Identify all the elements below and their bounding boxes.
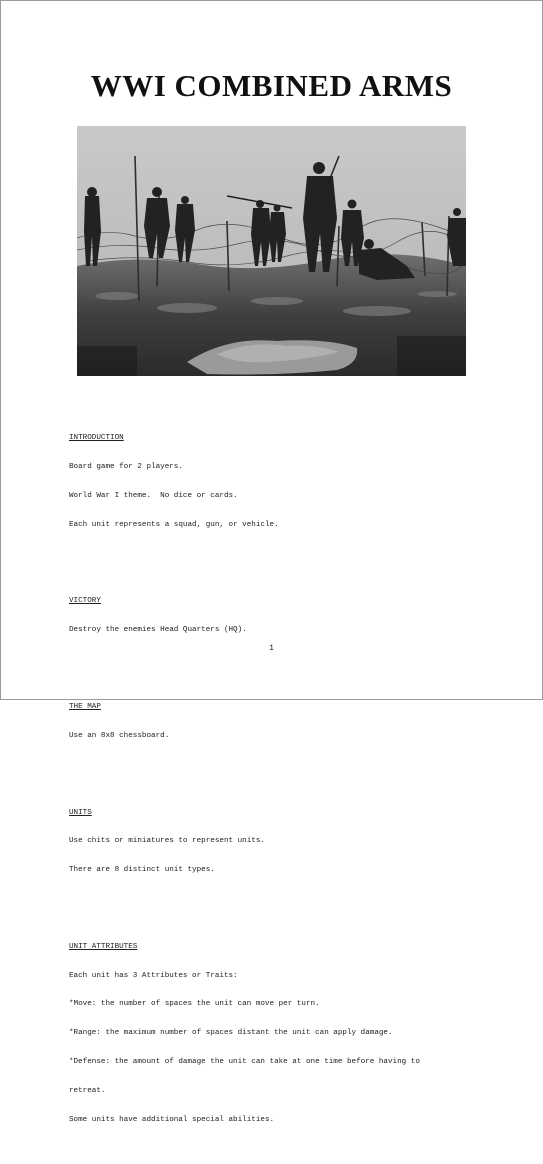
text-line: Each unit represents a squad, gun, or vehicle. bbox=[69, 520, 279, 529]
soldiers-photo bbox=[77, 126, 466, 376]
text-line: There are 8 distinct unit types. bbox=[69, 866, 215, 875]
section-introduction bbox=[69, 415, 489, 549]
section-units bbox=[69, 789, 489, 895]
heading-the-map: THE MAP bbox=[69, 703, 101, 711]
text-line: *Range: the maximum number of spaces distant the unit can apply damage. bbox=[69, 1029, 393, 1038]
text-line: Some units have additional special abilities. bbox=[69, 1115, 275, 1124]
text-line: Each unit has 3 Attributes or Traits: bbox=[69, 971, 238, 980]
page-number: 1 bbox=[269, 644, 274, 653]
document-title: WWI COMBINED ARMS bbox=[90, 68, 453, 103]
section-the-map bbox=[69, 684, 489, 761]
text-line: Use chits or miniatures to represent units. bbox=[69, 837, 265, 846]
text-line: Board game for 2 players. bbox=[69, 463, 183, 472]
text-line: *Defense: the amount of damage the unit can take at one time before having to bbox=[69, 1057, 420, 1066]
text-line: *Move: the number of spaces the unit can move per turn. bbox=[69, 1000, 320, 1009]
text-line: retreat. bbox=[69, 1086, 106, 1095]
heading-units: UNITS bbox=[69, 808, 92, 817]
text-line: World War I theme. No dice or cards. bbox=[69, 491, 238, 500]
heading-unit-attributes: UNIT ATTRIBUTES bbox=[69, 942, 138, 951]
heading-victory: VICTORY bbox=[69, 597, 101, 606]
section-unit-attributes bbox=[69, 924, 489, 1145]
text-line: Destroy the enemies Head Quarters (HQ). bbox=[69, 626, 247, 635]
text-line: Use an 8x8 chessboard. bbox=[69, 731, 170, 740]
rules-text bbox=[69, 396, 489, 1164]
heading-introduction: INTRODUCTION bbox=[69, 434, 124, 443]
